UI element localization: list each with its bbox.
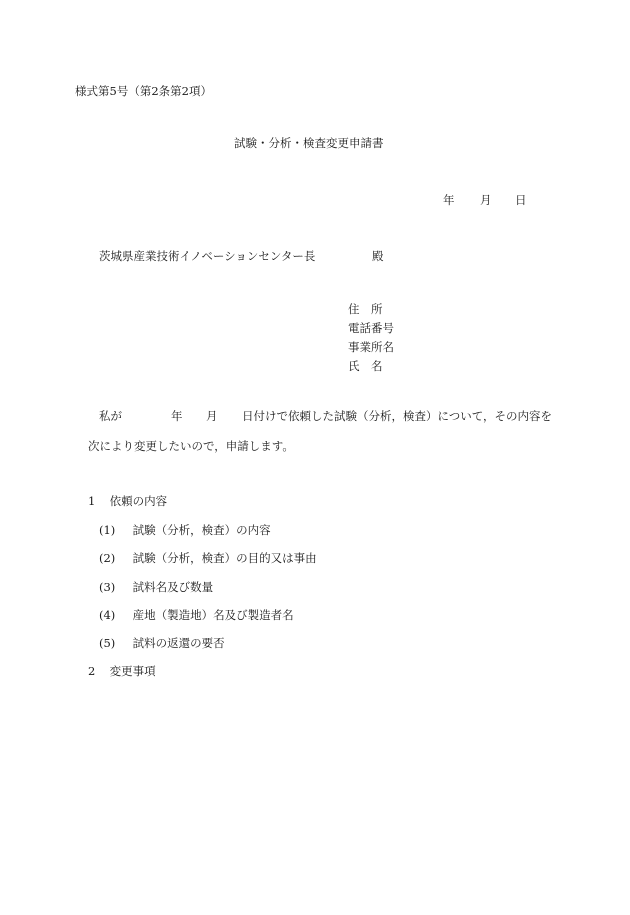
list-item bbox=[99, 638, 225, 650]
document-title: 試験・分析・検査変更申請書 bbox=[234, 136, 384, 150]
list-item-number: (4) bbox=[99, 608, 116, 622]
date-year-label: 年 bbox=[443, 193, 455, 207]
body-line1-start: 私が bbox=[99, 409, 122, 423]
list-item-text: 試験（分析，検査）の内容 bbox=[132, 523, 271, 537]
list-item-text: 試料の返還の要否 bbox=[132, 636, 225, 650]
section2-heading bbox=[88, 666, 156, 678]
section1-heading bbox=[88, 496, 167, 508]
list-item-number: (5) bbox=[99, 636, 116, 650]
date-day-label: 日 bbox=[515, 193, 527, 207]
applicant-name-label: 氏 名 bbox=[348, 359, 383, 373]
list-item bbox=[99, 582, 213, 594]
body-line2: 次により変更したいので，申請します。 bbox=[88, 439, 294, 453]
list-item bbox=[99, 610, 294, 622]
list-item-number: (1) bbox=[99, 523, 116, 537]
applicant-office-label: 事業所名 bbox=[348, 340, 394, 354]
addressee-honorific: 殿 bbox=[372, 249, 384, 263]
body-line1-rest: 日付けで依頼した試験（分析，検査）について，その内容を bbox=[242, 409, 553, 423]
body-line1-year: 年 bbox=[171, 409, 183, 423]
list-item bbox=[99, 553, 317, 565]
list-item-number: (3) bbox=[99, 580, 116, 594]
section2-title: 変更事項 bbox=[109, 664, 156, 678]
form-number: 様式第5号（第2条第2項） bbox=[75, 84, 212, 98]
applicant-phone-label: 電話番号 bbox=[348, 321, 394, 335]
section1-number: 1 bbox=[88, 494, 96, 508]
list-item-text: 試験（分析，検査）の目的又は事由 bbox=[132, 551, 317, 565]
section2-number: 2 bbox=[88, 664, 96, 678]
list-item-text: 試料名及び数量 bbox=[132, 580, 214, 594]
list-item-number: (2) bbox=[99, 551, 116, 565]
date-month-label: 月 bbox=[480, 193, 492, 207]
applicant-address-label: 住 所 bbox=[348, 302, 383, 316]
body-line1-month: 月 bbox=[206, 409, 218, 423]
addressee-name: 茨城県産業技術イノベーションセンター長 bbox=[99, 249, 316, 263]
list-item bbox=[99, 525, 271, 537]
section1-title: 依頼の内容 bbox=[109, 494, 168, 508]
list-item-text: 産地（製造地）名及び製造者名 bbox=[132, 608, 294, 622]
